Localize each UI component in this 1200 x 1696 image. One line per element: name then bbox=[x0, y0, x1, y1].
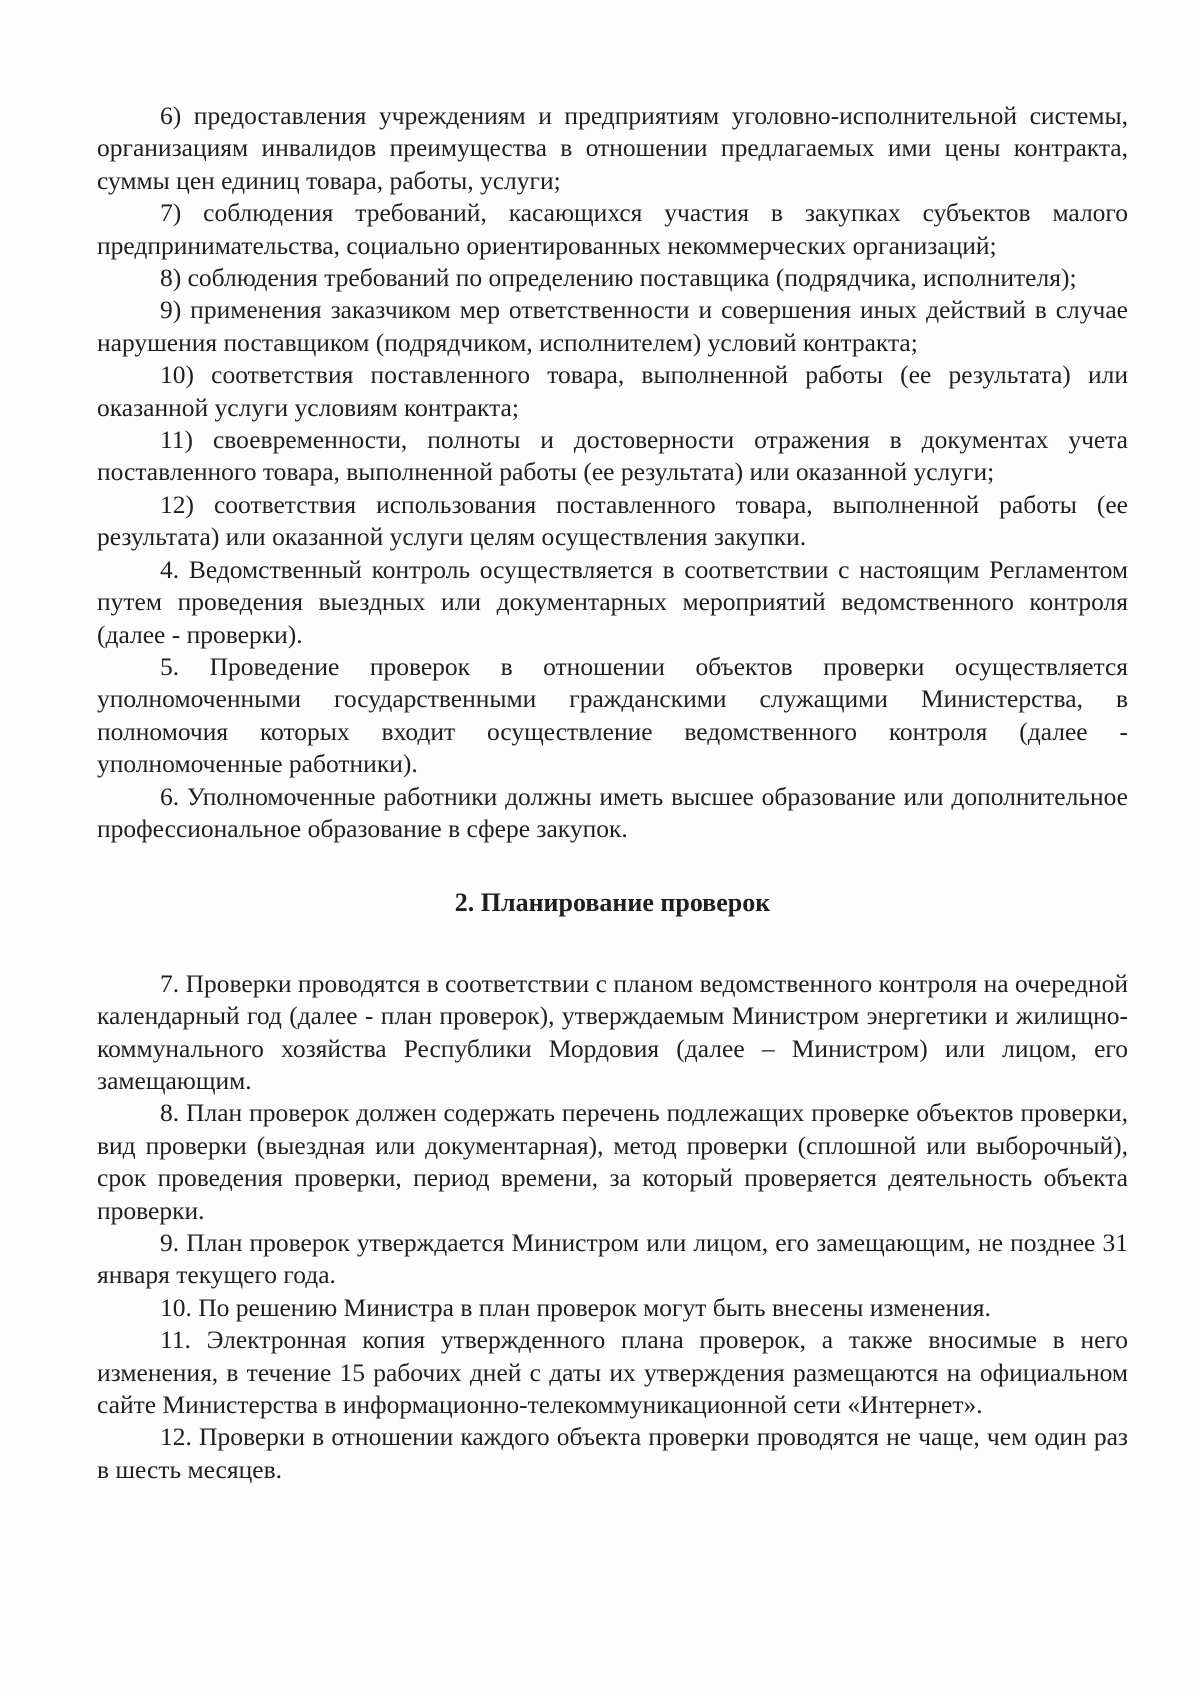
paragraph-item-11: 11) своевременности, полноты и достоверности отражения в документах учета поставленного товара, выполненной работы (ее результата) или оказанной услуги; bbox=[97, 425, 1128, 487]
paragraph-item-6: 6) предоставления учреждениям и предприятиям уголовно-исполнительной системы, организациям инвалидов преимущества в отношении предлагаемых ими цены контракта, суммы цен единиц товара, работы, услуги; bbox=[97, 101, 1128, 195]
paragraph-clause-11: 11. Электронная копия утвержденного плана проверок, а также вносимые в него изменения, в течение 15 рабочих дней с даты их утверждения размещаются на официальном сайте Министерства в информационно-телекоммуникационной сети «Интернет». bbox=[97, 1325, 1128, 1420]
paragraph-clause-12: 12. Проверки в отношении каждого объекта проверки проводятся не чаще, чем один раз в шесть месяцев. bbox=[97, 1422, 1128, 1484]
paragraph-clause-10: 10. По решению Министра в план проверок могут быть внесены изменения. bbox=[160, 1292, 991, 1322]
paragraph-clause-4: 4. Ведомственный контроль осуществляется в соответствии с настоящим Регламентом путем проведения выездных или документарных мероприятий ведомственного контроля (далее - проверки). bbox=[97, 554, 1128, 649]
paragraph-clause-6: 6. Уполномоченные работники должны иметь высшее образование или дополнительное профессиональное образование в сфере закупок. bbox=[97, 781, 1128, 843]
section-1-list bbox=[97, 100, 1128, 845]
paragraph-clause-5: 5. Проведение проверок в отношении объектов проверки осуществляется уполномоченными государственными гражданскими служащими Министерства, в полномочия которых входит осуществление ведомственного контроля (далее - уполномоченные работники). bbox=[97, 651, 1128, 779]
paragraph-item-10: 10) соответствия поставленного товара, выполненной работы (ее результата) или оказанной услуги условиям контракта; bbox=[97, 360, 1128, 422]
paragraph-item-8: 8) соблюдения требований по определению поставщика (подрядчика, исполнителя); bbox=[160, 263, 1077, 293]
document-body bbox=[97, 100, 1128, 1486]
paragraph-clause-8: 8. План проверок должен содержать перечень подлежащих проверке объектов проверки, вид проверки (выездная или документарная), метод проверки (сплошной или выборочный), срок проведения проверки, период времени, за который проверяется деятельность объекта проверки. bbox=[97, 1098, 1128, 1225]
paragraph-item-7: 7) соблюдения требований, касающихся участия в закупках субъектов малого предпринимательства, социально ориентированных некоммерческих организаций; bbox=[97, 198, 1128, 260]
section-2-list bbox=[97, 968, 1128, 1487]
paragraph-clause-9: 9. План проверок утверждается Министром или лицом, его замещающим, не позднее 31 января текущего года. bbox=[97, 1228, 1128, 1290]
section-heading: 2. Планирование проверок bbox=[454, 888, 771, 918]
paragraph-item-12: 12) соответствия использования поставленного товара, выполненной работы (ее результата) или оказанной услуги целям осуществления закупки. bbox=[97, 489, 1128, 552]
paragraph-clause-7: 7. Проверки проводятся в соответствии с планом ведомственного контроля на очередной календарный год (далее - план проверок), утверждаемым Министром энергетики и жилищно-коммунального хозяйства Республики Мордовия (далее – Министром) или лицом, его замещающим. bbox=[97, 968, 1128, 1095]
paragraph-item-9: 9) применения заказчиком мер ответственности и совершения иных действий в случае нарушения поставщиком (подрядчиком, исполнителем) условий контракта; bbox=[97, 295, 1128, 357]
